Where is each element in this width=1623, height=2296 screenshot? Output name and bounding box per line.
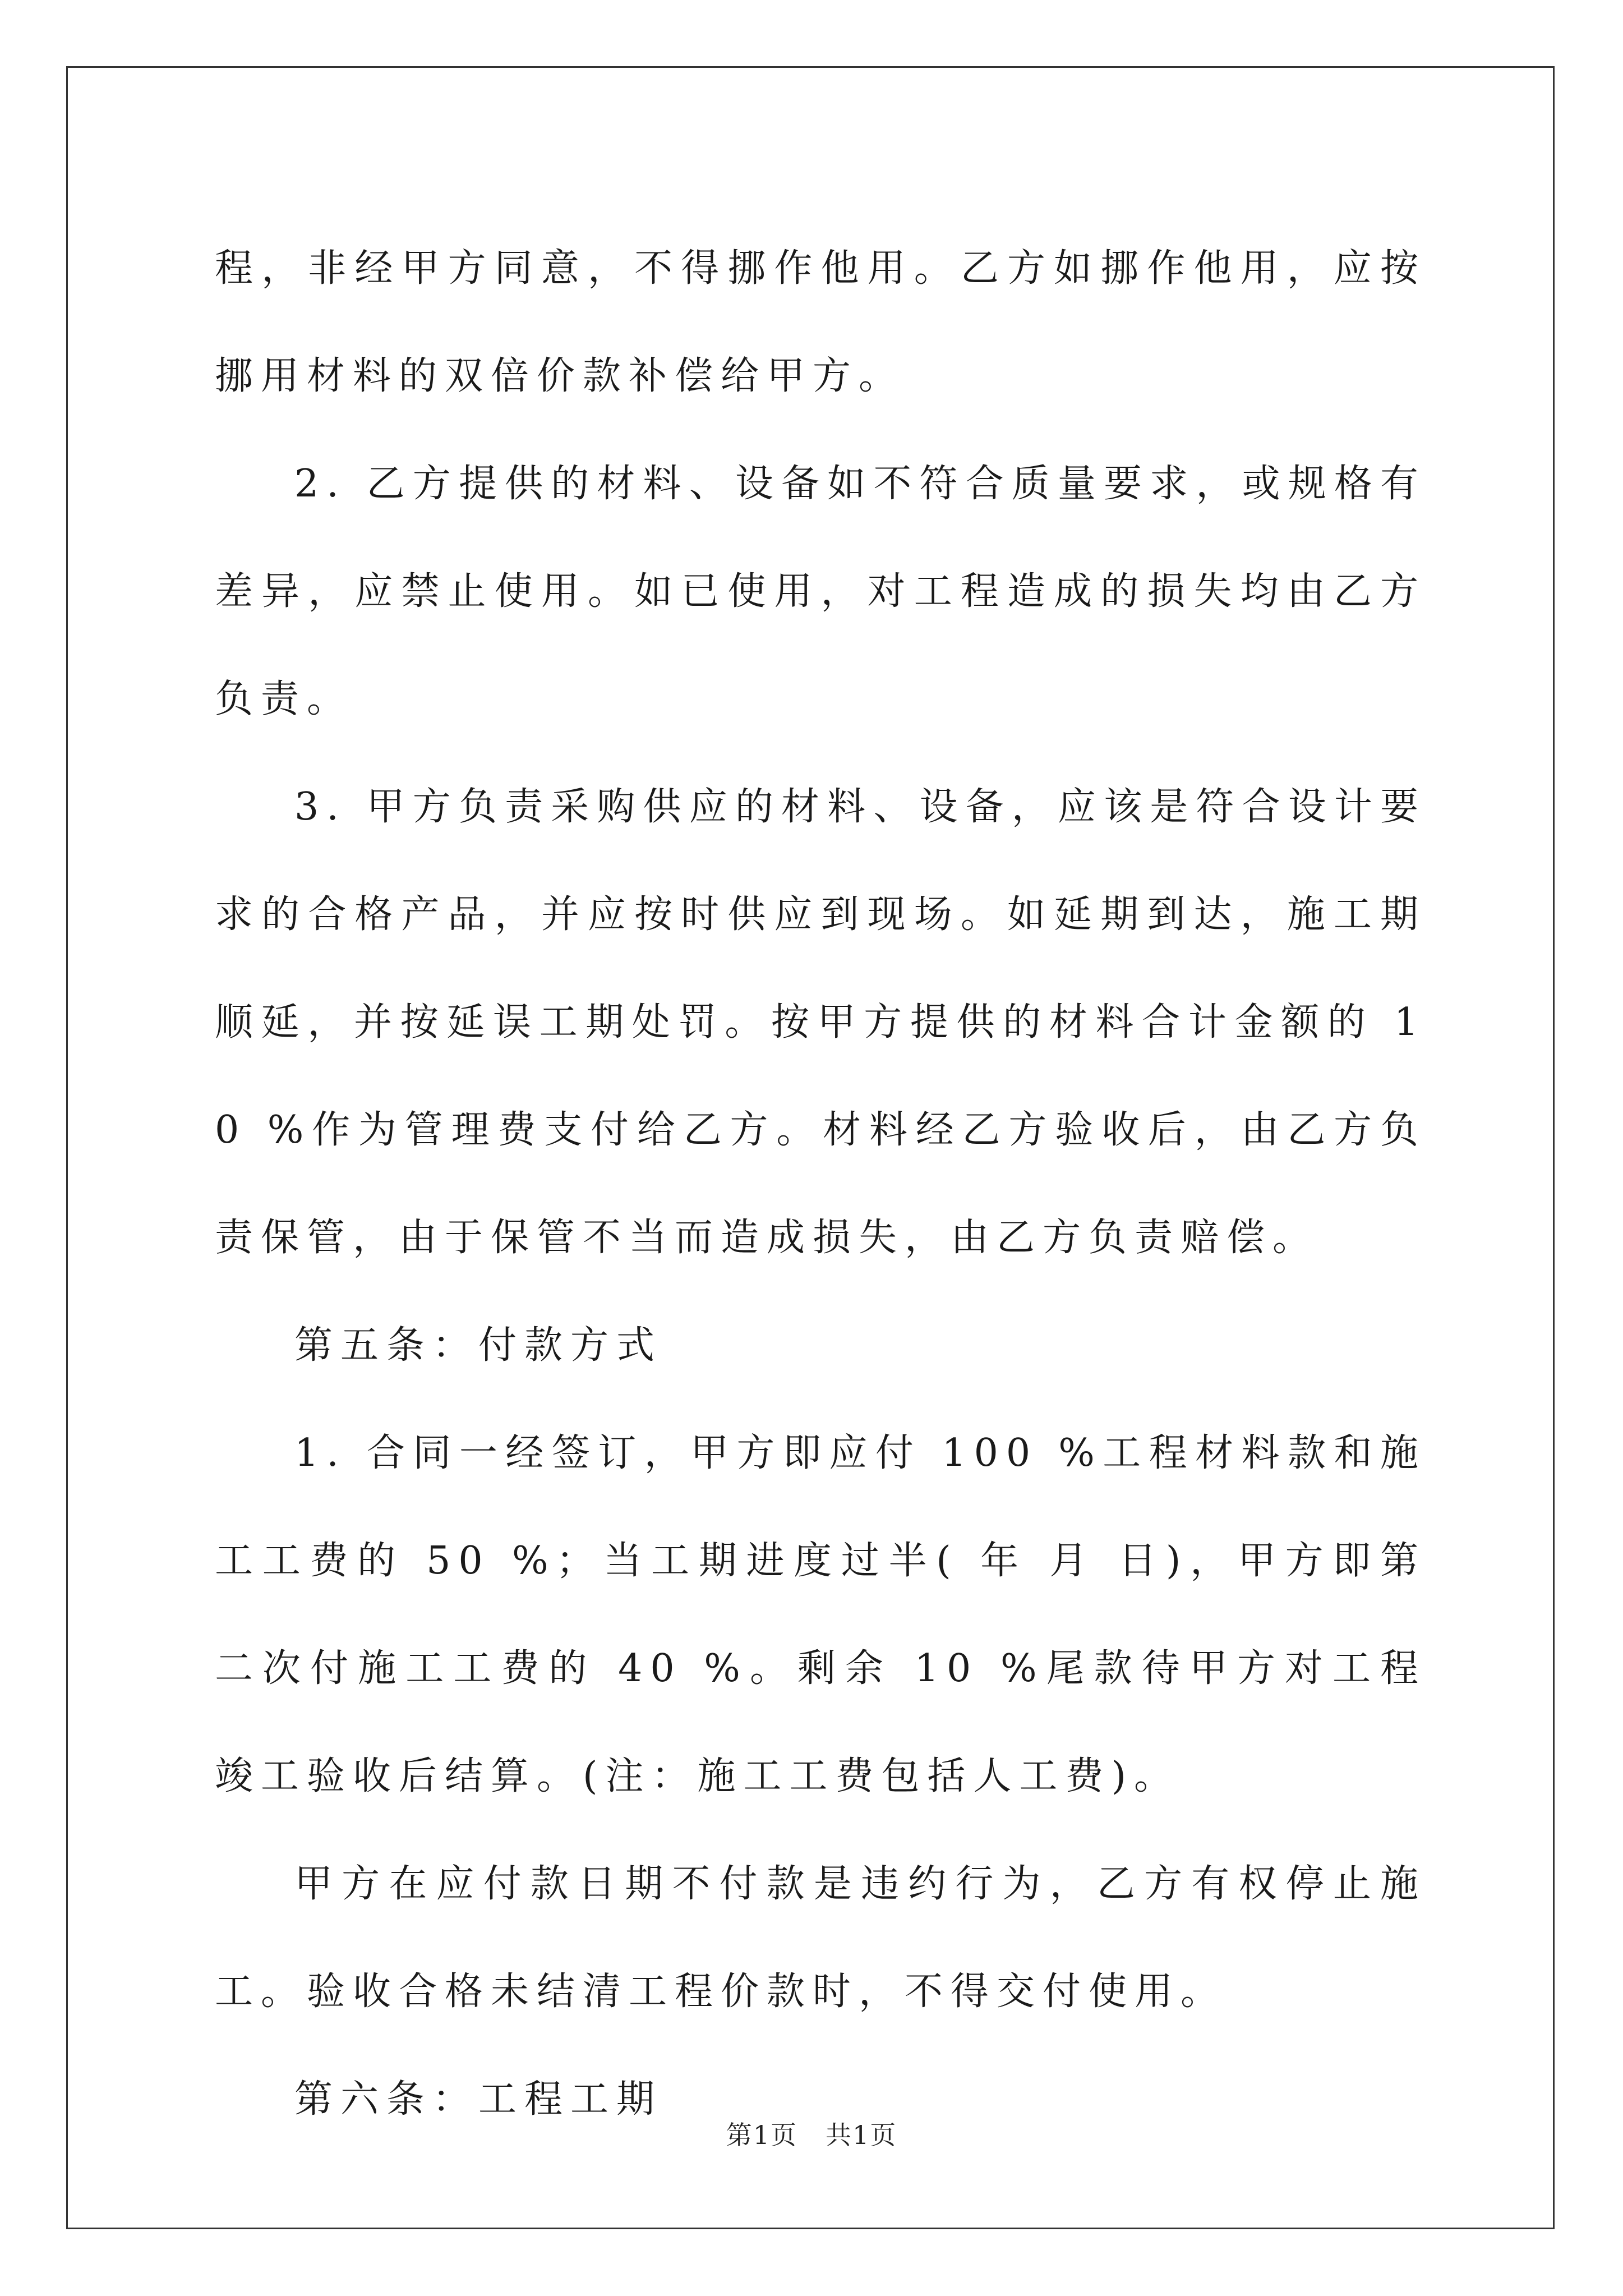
paragraph-item-3: 3. 甲方负责采购供应的材料、设备，应该是符合设计要求的合格产品，并应按时供应到现场。如延期到达，施工期顺延，并按延误工期处罚。按甲方提供的材料合计金额的 10 %作为管理费支付给乙方。材料经乙方验收后，由乙方负责保管，由于保管不当而造成损失，由乙方负责赔偿。 [215, 785, 1426, 1260]
paragraph-item-2: 2. 乙方提供的材料、设备如不符合质量要求，或规格有差异，应禁止使用。如已使用，对工程造成的损失均由乙方负责。 [215, 462, 1426, 721]
section-heading-article-5: 第五条：付款方式 [294, 1323, 663, 1368]
page-total: 共1页 [825, 2120, 897, 2150]
document-body [215, 215, 1426, 2154]
page-number: 第1页 [726, 2120, 798, 2150]
paragraph-continuation: 程，非经甲方同意，不得挪作他用。乙方如挪作他用，应按挪用材料的双倍价款补偿给甲方。 [215, 246, 1426, 398]
paragraph-payment-1: 1. 合同一经签订，甲方即应付 100 %工程材料款和施工工费的 50 %；当工期进度过半( 年 月 日)，甲方即第二次付施工工费的 40 %。剩余 10 %尾款待甲方对工程竣工验收后结算。(注：施工工费包括人工费)。 [215, 1431, 1426, 1798]
paragraph-payment-default: 甲方在应付款日期不付款是违约行为，乙方有权停止施工。验收合格未结清工程价款时，不得交付使用。 [215, 1862, 1426, 2014]
page-footer [0, 2115, 1623, 2152]
section-heading-article-6: 第六条：工程工期 [294, 2077, 663, 2122]
